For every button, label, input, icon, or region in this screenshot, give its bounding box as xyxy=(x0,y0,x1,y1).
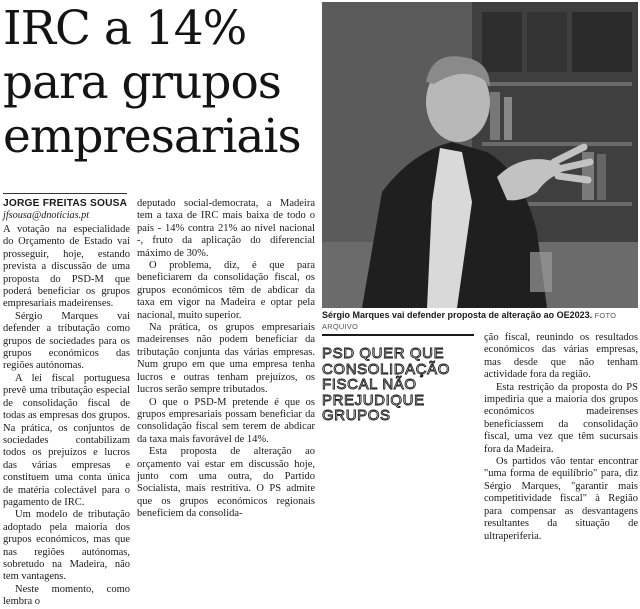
paragraph: ção fiscal, reunindo os resultados económicos das várias empresas, mas desde que não tenham actividade fora da região. xyxy=(484,332,638,381)
photo-credit: FOTO ARQUIVO xyxy=(322,311,617,331)
pull-quote-line: PREJUDIQUE xyxy=(322,391,425,409)
paragraph: O que o PSD-M pretende é que os grupos empresariais possam beneficiar da consolidação fiscal sem terem de abdicar da taxa mais favorável de 14%. xyxy=(137,396,315,445)
paragraph: Um modelo de tributação adoptado pela maioria dos grupos económicos, mas que nas regiões autónomas, sobretudo na Madeira, não tem vantagens. xyxy=(3,509,130,583)
article-column-3 xyxy=(484,332,638,542)
headline-line: empresariais xyxy=(3,109,301,164)
headline-line: IRC a 14% xyxy=(3,1,247,56)
pull-quote-line: FISCAL NÃO xyxy=(322,376,417,393)
pull-quote-line: CONSOLIDAÇÃO xyxy=(322,360,451,378)
article-column-1 xyxy=(3,224,130,608)
paragraph: Os partidos vão tentar encontrar "uma forma de equilíbrio" para, diz Sérgio Marques, "garantir mais competitividade fiscal" à Região para compensar as desvantagens resultantes da situação de ultraperiferia. xyxy=(484,456,638,542)
paragraph: Esta proposta de alteração ao orçamento vai estar em discussão hoje, junto com uma outra, do Partido Socialista, mais restritiva. O PS admite que os grupos económicos regionais beneficiem da consolida- xyxy=(137,446,315,520)
portrait-illustration xyxy=(322,2,638,308)
paragraph: Na prática, os grupos empresariais madeirenses não podem beneficiar da tributação conjunta das várias empresas. Num grupo em que uma empresa tenha lucros e outras tenham prejuízos, os lucros serão sempre tributados. xyxy=(137,322,315,396)
photo-caption xyxy=(322,310,638,332)
pull-quote-line: PSD QUER QUE xyxy=(322,345,445,362)
pull-quote xyxy=(322,334,474,424)
pull-quote-line: GRUPOS xyxy=(322,407,391,424)
portrait-photo xyxy=(322,2,638,308)
byline-author: JORGE FREITAS SOUSA xyxy=(3,198,128,209)
byline-email[interactable]: jfsousa@dnoticias.pt xyxy=(3,210,90,221)
paragraph: O problema, diz, é que para beneficiarem da consolidação fiscal, os grupos económicos têm de abdicar da taxa em vigor na Madeira e optar pela nacional, muito superior. xyxy=(137,260,315,321)
paragraph: Sérgio Marques vai defender a tributação como grupos de sociedades para os grupos económicos das regiões autónomas. xyxy=(3,310,130,372)
paragraph: Neste momento, como lembra o xyxy=(3,583,130,608)
byline xyxy=(3,198,131,221)
paragraph: Esta restrição da proposta do PS impediria que a maioria dos grupos económicos madeirenses beneficiassem da consolidação fiscal, uma vez que têm sucursais fora da Madeira. xyxy=(484,381,638,455)
headline-line: para grupos xyxy=(3,55,281,110)
paragraph: A votação na especialidade do Orçamento de Estado vai prosseguir, hoje, estando prevista a discussão de uma proposta do PSD-M que poderá beneficiar os grupos empresariais madeirenses. xyxy=(3,224,130,310)
caption-text: Sérgio Marques vai defender proposta de alteração ao OE2023. xyxy=(322,310,593,320)
headline xyxy=(3,2,321,164)
byline-rule xyxy=(3,193,127,194)
article-column-2 xyxy=(137,198,315,520)
paragraph: deputado social-democrata, a Madeira tem a taxa de IRC mais baixa de todo o país - 14% contra 21% ao nível nacional -, fruto da aplicação do diferencial máximo de 30%. xyxy=(137,198,315,259)
paragraph: A lei fiscal portuguesa prevê uma tributação especial de consolidação fiscal de todas as empresas dos grupos. Na prática, os conjuntos de sociedades contabilizam todos os prejuízos e lucros das várias empresas e constituem uma conta única de matéria colectável para o pagamento de IRC. xyxy=(3,372,130,508)
